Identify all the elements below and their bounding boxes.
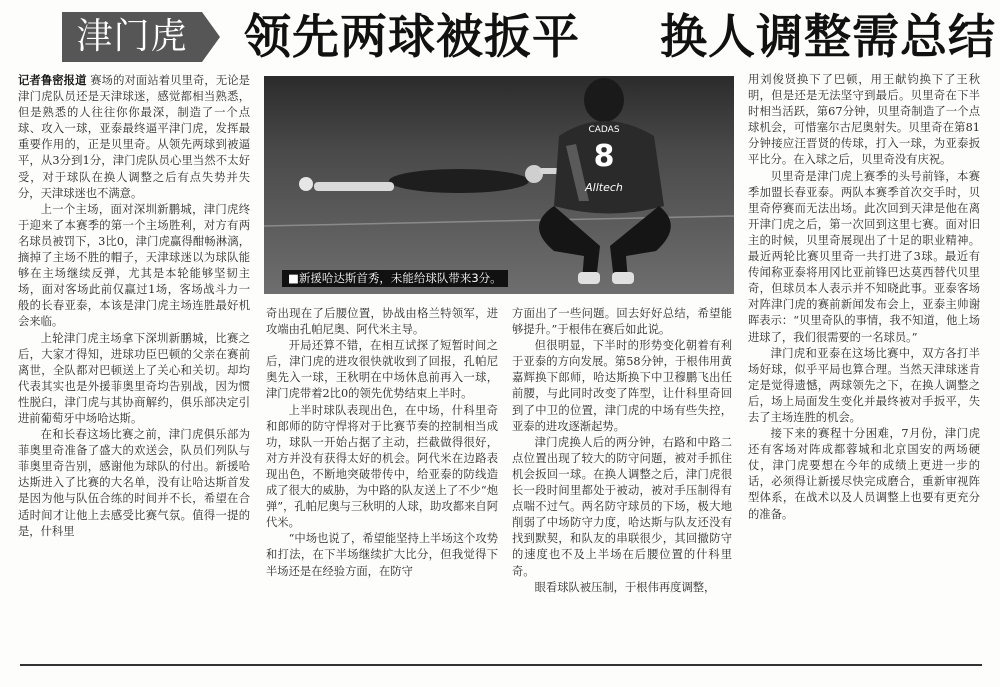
article-paragraph: 上轮津门虎主场拿下深圳新鹏城，比赛之后，大家才得知，进球功臣巴顿的父亲在赛前离世，全队都对巴顿送上了关心和关切。却均代表其实也是外援菲奥里奇均告别战，因为惯性脱臼，津门虎与其协商解约，俱乐部决定引进前葡萄牙中场哈达斯。 [18,331,250,425]
article-paragraph: 接下来的赛程十分困难，7月份，津门虎还有客场对阵成都蓉城和北京国安的两场硬仗，津门虎要想在今年的成绩上更进一步的话，必须得让新援尽快完成磨合，重新审视阵型体系，在战术以及人员调整上也要有更充分的准备。 [748,427,980,521]
headline [62,10,996,68]
article-paragraph: 方面出了一些问题。回去好好总结，希望能够提升。”于根伟在赛后如此说。 [512,307,732,337]
article-column-4 [748,72,980,652]
article-column-3 [512,306,732,652]
jersey-name: CADAS [588,125,620,135]
article-paragraph: 但很明显，下半时的形势变化朝着有利于亚泰的方向发展。第58分钟，于根伟用黄嘉辉换下郎师，哈达斯换下中卫穆鹏飞出任前腰，与此同时改变了阵型，让什科里奇回到了中卫的位置，津门虎的中场有些失控，亚泰的进攻逐渐起势。 [512,339,732,433]
article-paragraph: 贝里奇是津门虎上赛季的头号前锋，本赛季加盟长春亚泰。两队本赛季首次交手时，贝里奇停赛而无法出场。此次回到天津是他在离开津门虎之后，第一次回到这里七赛。面对旧主的时候，贝里奇展现出了十足的职业精神。最近两轮比赛贝里奇一共打进了3球。最近有传闻称亚泰将用冈比亚前锋巴达莫西替代贝里奇，但球员本人表示并不知晓此事。亚泰客场对阵津门虎的赛前新闻发布会上，亚泰主帅谢晖表示：“贝里奇队的事情，我不知道，他上场进球了，我们很需要的一名球员。” [748,169,980,344]
headline-sub: 换人调整需总结 [660,10,996,65]
jersey-number: 8 [593,139,615,174]
article-paragraph: 开局还算不错，在相互试探了短暂时间之后，津门虎的进攻很快就收到了回报，孔帕尼奥先入一球，王秋明在中场休息前再入一球，津门虎带着2比0的领先优势结束上半时。 [266,339,498,401]
article-paragraph: 奇出现在了后腰位置，协战由格兰特领军，进攻端由孔帕尼奥、阿代米主导。 [266,307,498,337]
headline-tag: 津门虎 [62,12,202,62]
headline-main: 领先两球被扳平 [244,10,580,65]
article-paragraph: 上一个主场，面对深圳新鹏城，津门虎终于迎来了本赛季的第一个主场胜利，对方有两名球员被罚下，3比0，津门虎赢得酣畅淋漓，摘掉了主场不胜的帽子，天津球迷以为球队能够在主场继续反弹，尤其是本轮能够坚韧主场，面对客场此前仅赢过1场，客场战斗力一般的长春亚泰，本该是津门虎主场连胜最好机会来临。 [18,202,250,329]
photo-illustration [264,76,734,294]
news-photo [264,76,734,294]
photo-caption: ■新援哈达斯首秀，未能给球队带来3分。 [282,270,508,287]
byline: 记者鲁密报道 [18,73,87,87]
headline-tag-arrow [202,12,220,62]
article-paragraph: 在和长春这场比赛之前，津门虎俱乐部为菲奥里奇准备了盛大的欢送会，队员们列队与菲奥里奇告别，感谢他为球队的付出。新援哈达斯进入了比赛的大名单，没有让哈达斯首发是因为他与队伍合练的时间并不长，希望在合适时间才让他上去感受比赛气氛。值得一提的是，什科里 [18,428,250,538]
article-paragraph [18,72,250,202]
article-paragraph: 津门虎和亚泰在这场比赛中，双方各打半场好球，似乎平局也算合理。当然天津球迷肯定是觉得遗憾，两球领先之下，在换人调整之后，场上局面发生变化并最终被对手扳平，失去了主场连胜的机会。 [748,346,980,424]
bottom-rule [20,664,982,666]
article-paragraph: 眼看球队被压制，于根伟再度调整， [534,580,716,594]
article-column-1 [18,72,250,652]
article-column-2 [266,306,498,652]
paragraph-text: 赛场的对面站着贝里奇，无论是津门虎队员还是天津球迷，感觉都相当熟悉，但是熟悉的人往往你你最深，制造了一个点球、攻入一球，亚泰最终逼平津门虎，发挥最重要作用的，正是贝里奇。从领先两球到被逼平，从3分到1分，津门虎队员心里当然不太好受，对于球队在换人调整之后有点失势并失分，天津球迷也不满意。 [18,74,250,200]
article-paragraph: 津门虎换人后的两分钟，右路和中路二点位置出现了较大的防守问题，被对手抓住机会扳回一球。在换人调整之后，津门虎很长一段时间里都处于被动，被对手压制得有点喘不过气。两名防守球员的下场，极大地削弱了中场防守力度，哈达斯与队友还没有找到默契，和队友的串联很少，其回撤防守的速度也不及上半场在后腰位置的什科里奇。 [512,435,732,578]
article-paragraph: 上半时球队表现出色，在中场，什科里奇和郎师的防守悍将对于比赛节奏的控制相当成功，球队一开始占据了主动，拦截做得很好，对方并没有获得太好的机会。阿代米在边路表现出色，不断地突破带传中，给亚泰的防线造成了很大的威胁，为中路的队友送上了不少“炮弹”，孔帕尼奥与三秋明的人球，助攻都来自阿代米。 [266,403,498,530]
jersey-sponsor: Alltech [585,181,623,194]
article-paragraph: 用刘俊贤换下了巴顿，用王献钧换下了王秋明，但是还是无法坚守到最后。贝里奇在下半时相当活跃，第67分钟，贝里奇制造了一个点球机会，可惜塞尔古尼奥射失。贝里奇在第81分钟接应汪晋贤的传球，打入一球，为亚泰扳平比分。在入球之后，贝里奇没有庆祝。 [748,73,980,167]
article-paragraph: “中场也说了，希望能坚持上半场这个攻势和打法，在下半场继续扩大比分，但我觉得下半场还是在经验方面，在防守 [266,532,498,578]
